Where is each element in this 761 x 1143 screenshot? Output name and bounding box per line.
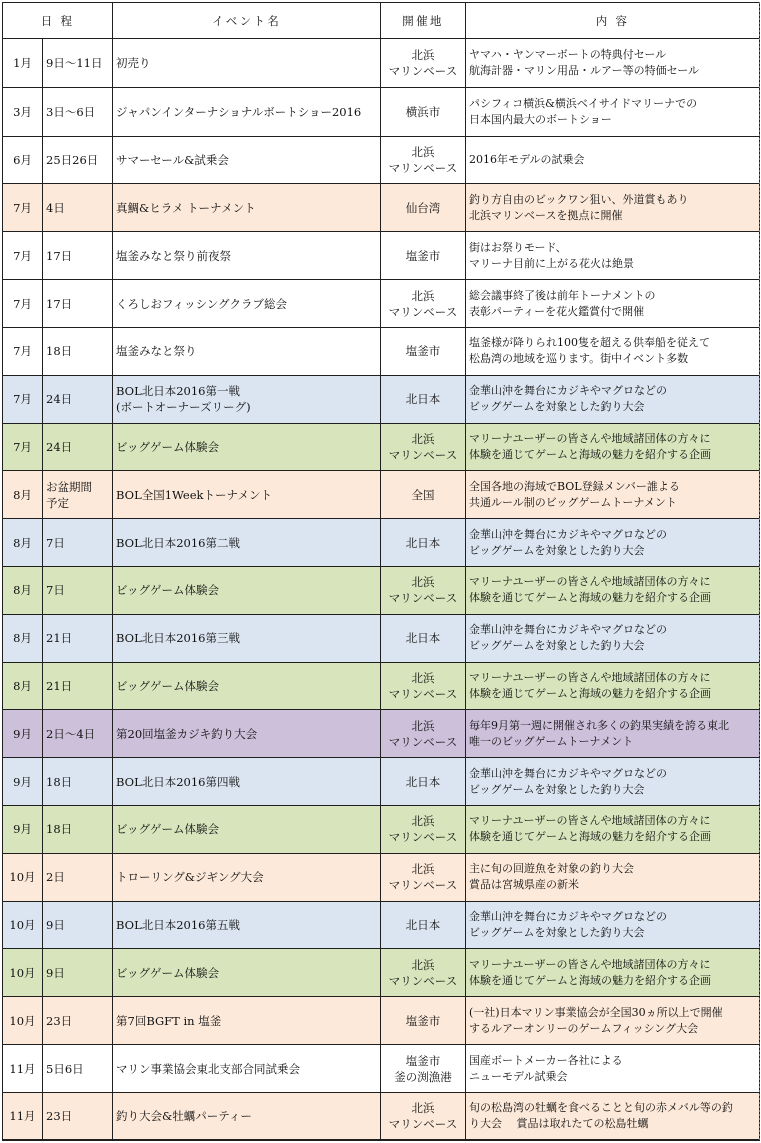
header-row: [3, 3, 760, 39]
day-text: 17日: [46, 248, 73, 263]
venue-cell: [381, 1092, 466, 1140]
content-line: 賞品は宮城県産の新米: [469, 878, 579, 892]
venue-line: 北日本: [405, 774, 441, 789]
content-line: 北浜マリンベースを拠点に開催: [469, 208, 623, 222]
day-text: 23日: [46, 1109, 73, 1124]
content-cell: [466, 39, 760, 88]
venue-line: マリンベース: [388, 304, 458, 319]
day-cell: [43, 758, 113, 806]
month-text: 7月: [13, 248, 32, 263]
event-name-text: BOL全国1Weekトーナメント: [116, 487, 273, 502]
day-cell: [43, 471, 113, 519]
event-name-cell: [113, 710, 381, 758]
header-schedule: 日 程: [3, 3, 113, 39]
content-line: パシフィコ横浜&横浜ベイサイドマリーナでの: [469, 96, 698, 110]
venue-cell: [381, 758, 466, 806]
month-cell: [3, 327, 43, 375]
event-schedule-table: [2, 2, 760, 1141]
content-cell: [466, 519, 760, 567]
day-text: 17日: [46, 296, 73, 311]
month-text: 8月: [13, 535, 32, 550]
event-name-cell: [113, 1092, 381, 1140]
content-cell: [466, 375, 760, 423]
venue-line: マリンベース: [388, 973, 458, 988]
day-text: 5日6日: [46, 1061, 84, 1076]
day-cell: [43, 375, 113, 423]
month-cell: [3, 87, 43, 136]
content-line: 国産ボートメーカー各社による: [469, 1053, 623, 1067]
content-cell: [466, 423, 760, 471]
month-cell: [3, 39, 43, 88]
month-text: 7月: [13, 392, 32, 407]
day-cell: [43, 806, 113, 854]
venue-line: 北日本: [405, 631, 441, 646]
content-line: 金華山沖を舞台にカジキやマグロなどの: [469, 623, 667, 637]
content-cell: [466, 280, 760, 328]
day-cell: [43, 949, 113, 997]
content-cell: [466, 87, 760, 136]
month-cell: [3, 1045, 43, 1093]
day-cell: [43, 280, 113, 328]
event-name-cell: [113, 184, 381, 232]
event-name-text: BOL北日本2016第一戦 (ボートオーナーズリーグ): [116, 384, 251, 415]
venue-cell: [381, 423, 466, 471]
day-cell: [43, 519, 113, 567]
event-name-cell: [113, 136, 381, 184]
day-cell: [43, 327, 113, 375]
content-cell: [466, 949, 760, 997]
month-text: 7月: [13, 439, 32, 454]
event-name-text: ビッグゲーム体験会: [116, 822, 220, 837]
header-content: 内 容: [466, 3, 760, 39]
venue-cell: [381, 184, 466, 232]
content-cell: [466, 758, 760, 806]
venue-line: 北浜: [411, 957, 435, 972]
content-line: マリーナユーザーの皆さんや地域諸団体の方々に: [469, 671, 711, 684]
month-cell: [3, 184, 43, 232]
venue-cell: [381, 806, 466, 854]
table-row: [3, 232, 760, 280]
content-line: するルアーオンリーのゲームフィッシング大会: [469, 1021, 699, 1035]
day-cell: [43, 184, 113, 232]
day-text: 25日26日: [46, 153, 99, 168]
content-line: 金華山沖を舞台にカジキやマグロなどの: [469, 766, 667, 780]
content-line: 体験を通じてゲームと海域の魅力を紹介する企画: [469, 591, 711, 605]
day-cell: [43, 901, 113, 949]
event-name-text: マリン事業協会東北支部合同試乗会: [116, 1061, 300, 1076]
venue-line: 北日本: [405, 535, 441, 550]
table-row: [3, 614, 760, 662]
month-cell: [3, 423, 43, 471]
day-text: 4日: [46, 200, 65, 215]
event-name-text: 塩釜みなと祭り: [116, 344, 197, 359]
month-cell: [3, 136, 43, 184]
day-text: 18日: [46, 822, 73, 837]
event-name-cell: [113, 280, 381, 328]
table-row: [3, 710, 760, 758]
day-cell: [43, 997, 113, 1045]
venue-cell: [381, 136, 466, 184]
venue-cell: [381, 901, 466, 949]
venue-line: 塩釜市: [405, 248, 441, 263]
month-cell: [3, 710, 43, 758]
content-line: マリーナユーザーの皆さんや地域諸団体の方々に: [469, 431, 711, 445]
content-line: ビッグゲームを対象とした釣り大会: [469, 782, 645, 796]
table-row: [3, 471, 760, 519]
month-cell: [3, 901, 43, 949]
venue-cell: [381, 87, 466, 136]
venue-line: マリンベース: [388, 830, 458, 845]
table-row: [3, 280, 760, 328]
venue-line: マリンベース: [388, 161, 458, 176]
content-cell: [466, 806, 760, 854]
table-row: [3, 1092, 760, 1140]
venue-line: マリンベース: [388, 591, 458, 606]
venue-line: 北浜: [411, 431, 435, 446]
event-name-text: 第20回塩釜カジキ釣り大会: [116, 726, 258, 741]
content-line: 表彰パーティーを花火鑑賞付で開催: [469, 304, 645, 318]
month-cell: [3, 806, 43, 854]
event-name-cell: [113, 949, 381, 997]
month-cell: [3, 662, 43, 710]
day-text: 9日: [46, 965, 65, 980]
table-row: [3, 87, 760, 136]
day-text: 9日～11日: [46, 55, 103, 70]
content-line: マリーナユーザーの皆さんや地域諸団体の方々に: [469, 957, 711, 971]
event-name-text: BOL北日本2016第三戦: [116, 631, 240, 646]
venue-line: 北浜: [411, 288, 435, 303]
event-name-text: 初売り: [116, 55, 151, 70]
content-line: 体験を通じてゲームと海域の魅力を紹介する企画: [469, 447, 711, 461]
month-cell: [3, 758, 43, 806]
day-cell: [43, 614, 113, 662]
content-line: 2016年モデルの試乗会: [469, 153, 585, 167]
venue-cell: [381, 327, 466, 375]
table-row: [3, 39, 760, 88]
venue-line: 横浜市: [405, 104, 441, 119]
venue-line: 北浜: [411, 814, 435, 829]
event-name-cell: [113, 375, 381, 423]
month-text: 1月: [13, 55, 32, 70]
day-text: 3日～6日: [46, 104, 96, 119]
month-text: 7月: [13, 344, 32, 359]
day-text: 9日: [46, 918, 65, 933]
month-text: 7月: [13, 296, 32, 311]
venue-line: 北浜: [411, 145, 435, 160]
header-event-name: イベント名: [113, 3, 381, 39]
day-text: 7日: [46, 583, 65, 598]
day-text: 24日: [46, 392, 73, 407]
table-row: [3, 901, 760, 949]
month-text: 3月: [13, 104, 32, 119]
event-name-cell: [113, 232, 381, 280]
event-name-text: 釣り大会&牡蠣パーティー: [116, 1109, 252, 1124]
content-line: 毎年9月第一週に開催され多くの釣果実績を誇る東北: [469, 718, 729, 732]
event-name-text: ビッグゲーム体験会: [116, 439, 220, 454]
content-line: 塩釜様が降りられ100隻を超える供奉船を従えて: [469, 336, 710, 350]
content-line: 体験を通じてゲームと海域の魅力を紹介する企画: [469, 687, 711, 700]
content-line: 主に旬の回遊魚を対象の釣り大会: [469, 862, 634, 876]
month-cell: [3, 1092, 43, 1140]
content-cell: [466, 901, 760, 949]
content-cell: [466, 1045, 760, 1093]
venue-line: マリンベース: [388, 687, 458, 701]
table-row: [3, 327, 760, 375]
venue-line: 釜の渕漁港: [394, 1069, 452, 1084]
event-name-cell: [113, 87, 381, 136]
table-row: [3, 853, 760, 901]
month-text: 8月: [13, 487, 32, 502]
event-name-cell: [113, 327, 381, 375]
day-cell: [43, 39, 113, 88]
table-row: [3, 949, 760, 997]
venue-line: マリンベース: [388, 878, 458, 893]
venue-line: 塩釜市: [405, 1053, 441, 1068]
event-name-cell: [113, 853, 381, 901]
event-name-cell: [113, 614, 381, 662]
content-line: 共通ルール制のビッグゲームトーナメント: [469, 495, 677, 509]
event-name-text: くろしおフィッシングクラブ総会: [116, 296, 288, 311]
month-cell: [3, 471, 43, 519]
month-text: 7月: [13, 200, 32, 215]
venue-cell: [381, 232, 466, 280]
venue-cell: [381, 566, 466, 614]
day-text: 21日: [46, 679, 73, 693]
venue-line: 北浜: [411, 47, 435, 62]
content-line: (一社)日本マリン事業協会が全国30ヵ所以上で開催: [469, 1005, 723, 1019]
event-name-text: ビッグゲーム体験会: [116, 965, 220, 980]
right-dotted-border: [759, 2, 760, 1141]
content-line: 唯一のビッグゲームトーナメント: [469, 734, 634, 748]
table-row: [3, 375, 760, 423]
month-cell: [3, 614, 43, 662]
venue-line: 塩釜市: [405, 1013, 441, 1028]
content-cell: [466, 184, 760, 232]
venue-cell: [381, 614, 466, 662]
content-line: 釣り方自由のビックワン狙い、外道賞もあり: [469, 192, 689, 206]
content-line: ビッグゲームを対象とした釣り大会: [469, 639, 645, 653]
table-row: [3, 662, 760, 710]
day-text: 21日: [46, 631, 73, 646]
venue-line: 全国: [411, 487, 435, 502]
content-cell: [466, 853, 760, 901]
event-name-cell: [113, 997, 381, 1045]
day-text: 24日: [46, 439, 73, 454]
content-line: 航海計器・マリン用品・ルアー等の特価セール: [469, 63, 700, 77]
day-text: お盆期間 予定: [46, 479, 92, 510]
table-row: [3, 519, 760, 567]
event-name-cell: [113, 519, 381, 567]
venue-cell: [381, 375, 466, 423]
venue-cell: [381, 39, 466, 88]
month-text: 8月: [13, 679, 32, 693]
content-line: マリーナ目前に上がる花火は絶景: [469, 256, 634, 270]
month-cell: [3, 280, 43, 328]
event-name-cell: [113, 901, 381, 949]
content-line: 旬の松島湾の牡蠣を食べることと旬の赤メバル等の釣: [469, 1101, 733, 1115]
venue-line: 北浜: [411, 718, 435, 733]
month-text: 11月: [9, 1061, 36, 1076]
venue-line: 北浜: [411, 862, 435, 877]
month-text: 9月: [13, 774, 32, 789]
event-name-text: BOL北日本2016第二戦: [116, 535, 240, 550]
month-text: 10月: [9, 965, 36, 980]
venue-line: マリンベース: [388, 63, 458, 78]
month-text: 6月: [13, 153, 32, 168]
day-cell: [43, 423, 113, 471]
day-cell: [43, 136, 113, 184]
venue-cell: [381, 1045, 466, 1093]
day-cell: [43, 853, 113, 901]
venue-cell: [381, 853, 466, 901]
content-line: ヤマハ・ヤンマーボートの特典付セール: [469, 47, 667, 61]
table-row: [3, 806, 760, 854]
event-name-text: 塩釜みなと祭り前夜祭: [116, 248, 231, 263]
day-cell: [43, 232, 113, 280]
day-cell: [43, 87, 113, 136]
venue-cell: [381, 997, 466, 1045]
venue-cell: [381, 710, 466, 758]
day-text: 23日: [46, 1013, 73, 1028]
venue-cell: [381, 949, 466, 997]
event-name-text: ビッグゲーム体験会: [116, 583, 220, 598]
event-name-text: ジャパンインターナショナルボートショー2016: [116, 104, 362, 119]
month-cell: [3, 853, 43, 901]
venue-cell: [381, 662, 466, 710]
month-cell: [3, 949, 43, 997]
table-header: [3, 3, 760, 39]
table-row: [3, 136, 760, 184]
content-line: 松島湾の地域を巡ります。街中イベント多数: [469, 352, 689, 366]
month-text: 11月: [9, 1109, 36, 1124]
venue-line: 北浜: [411, 1101, 435, 1116]
venue-cell: [381, 280, 466, 328]
table-row: [3, 758, 760, 806]
venue-line: マリンベース: [388, 447, 458, 462]
month-cell: [3, 519, 43, 567]
content-cell: [466, 136, 760, 184]
bottom-border: [2, 1139, 759, 1141]
content-cell: [466, 1092, 760, 1140]
day-cell: [43, 1045, 113, 1093]
content-cell: [466, 614, 760, 662]
month-text: 10月: [9, 1013, 36, 1028]
day-text: 2日: [46, 870, 65, 885]
venue-cell: [381, 519, 466, 567]
venue-line: 仙台湾: [405, 200, 441, 215]
day-cell: [43, 710, 113, 758]
event-name-cell: [113, 1045, 381, 1093]
day-text: 2日～4日: [46, 726, 96, 741]
day-text: 7日: [46, 535, 65, 550]
content-cell: [466, 662, 760, 710]
event-name-text: 第7回BGFT in 塩釜: [116, 1013, 222, 1028]
table-row: [3, 423, 760, 471]
month-text: 8月: [13, 631, 32, 646]
content-cell: [466, 566, 760, 614]
venue-line: 北浜: [411, 575, 435, 590]
venue-line: 北浜: [411, 671, 435, 685]
content-line: 総会議事終了後は前年トーナメントの: [469, 288, 656, 302]
venue-line: 北日本: [405, 918, 441, 933]
day-text: 18日: [46, 774, 73, 789]
event-name-cell: [113, 423, 381, 471]
event-rows: [3, 39, 760, 1141]
content-cell: [466, 327, 760, 375]
month-cell: [3, 375, 43, 423]
day-cell: [43, 566, 113, 614]
event-name-cell: [113, 758, 381, 806]
venue-line: 北日本: [405, 392, 441, 407]
event-name-cell: [113, 471, 381, 519]
venue-line: マリンベース: [388, 734, 458, 749]
month-text: 9月: [13, 822, 32, 837]
month-cell: [3, 566, 43, 614]
day-text: 18日: [46, 344, 73, 359]
venue-cell: [381, 471, 466, 519]
content-line: ビッグゲームを対象とした釣り大会: [469, 543, 645, 557]
content-cell: [466, 471, 760, 519]
day-cell: [43, 662, 113, 710]
content-line: ビッグゲームを対象とした釣り大会: [469, 400, 645, 414]
event-name-cell: [113, 806, 381, 854]
table-row: [3, 997, 760, 1045]
event-name-text: サマーセール&試乗会: [116, 153, 229, 168]
event-name-text: トローリング&ジギング大会: [116, 870, 264, 885]
content-line: ビッグゲームを対象とした釣り大会: [469, 926, 645, 940]
table-row: [3, 184, 760, 232]
content-line: 街はお祭りモード、: [469, 240, 567, 254]
content-line: 体験を通じてゲームと海域の魅力を紹介する企画: [469, 830, 711, 844]
content-line: り大会 賞品は取れたての松島牡蠣: [469, 1117, 649, 1131]
month-text: 10月: [9, 870, 36, 885]
venue-line: マリンベース: [388, 1117, 458, 1132]
content-line: 体験を通じてゲームと海域の魅力を紹介する企画: [469, 973, 711, 987]
month-text: 8月: [13, 583, 32, 598]
content-line: マリーナユーザーの皆さんや地域諸団体の方々に: [469, 814, 711, 828]
month-text: 10月: [9, 918, 36, 933]
table-row: [3, 1045, 760, 1093]
content-line: マリーナユーザーの皆さんや地域諸団体の方々に: [469, 575, 711, 589]
event-name-text: BOL北日本2016第四戦: [116, 774, 240, 789]
event-name-cell: [113, 566, 381, 614]
event-name-cell: [113, 39, 381, 88]
header-venue: 開催地: [381, 3, 466, 39]
event-name-text: 真鯛&ヒラメ トーナメント: [116, 200, 256, 215]
content-cell: [466, 710, 760, 758]
content-line: 金華山沖を舞台にカジキやマグロなどの: [469, 910, 667, 924]
content-line: ニューモデル試乗会: [469, 1069, 568, 1083]
event-name-cell: [113, 662, 381, 710]
table-row: [3, 566, 760, 614]
content-line: 金華山沖を舞台にカジキやマグロなどの: [469, 527, 667, 541]
venue-line: 塩釜市: [405, 344, 441, 359]
month-text: 9月: [13, 726, 32, 741]
content-cell: [466, 997, 760, 1045]
month-cell: [3, 997, 43, 1045]
month-cell: [3, 232, 43, 280]
content-line: 全国各地の海域でBOL登録メンバー誰よる: [469, 479, 680, 493]
content-line: 日本国内最大のボートショー: [469, 112, 612, 126]
event-name-text: ビッグゲーム体験会: [116, 679, 220, 693]
content-line: 金華山沖を舞台にカジキやマグロなどの: [469, 384, 667, 398]
content-cell: [466, 232, 760, 280]
day-cell: [43, 1092, 113, 1140]
event-name-text: BOL北日本2016第五戦: [116, 918, 240, 933]
